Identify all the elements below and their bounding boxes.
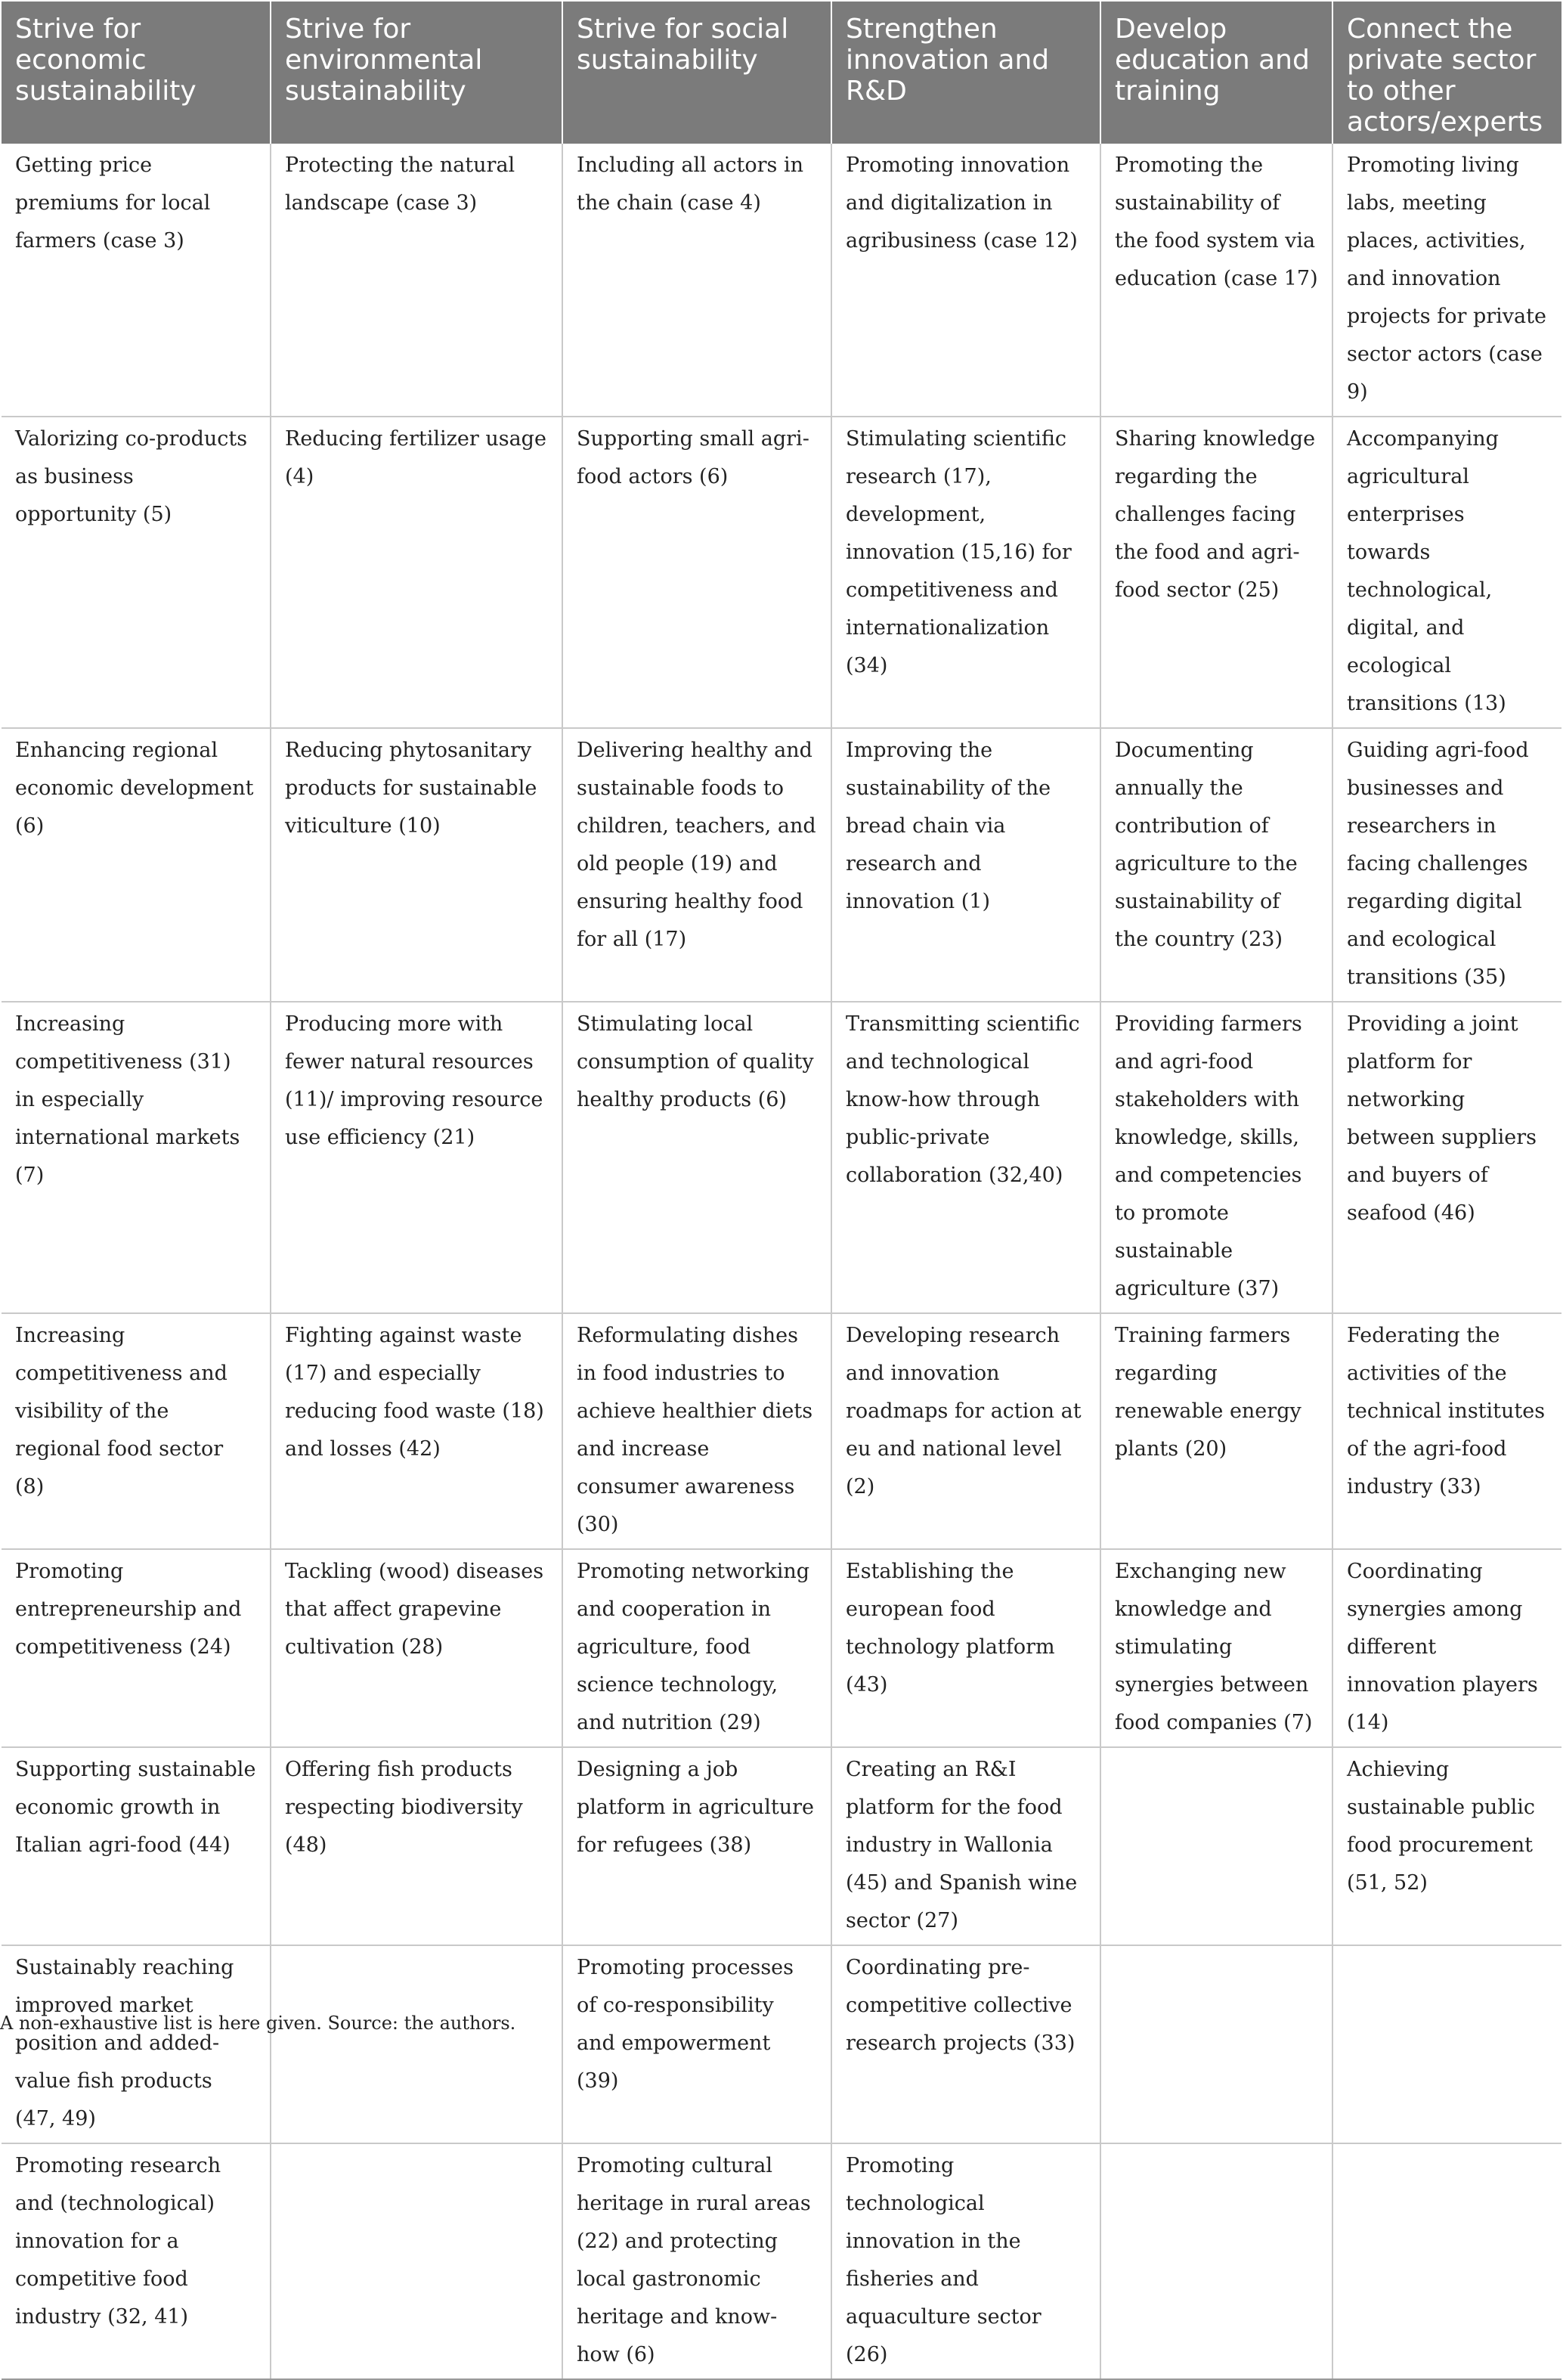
table-row	[2, 728, 1561, 1002]
table-cell: Promoting entrepreneurship and competitiveness (24)	[2, 1549, 271, 1747]
table-cell: Providing farmers and agri-food stakeholders with knowledge, skills, and competencies to promote sustainable agriculture (37)	[1100, 1002, 1332, 1313]
table-cell: Providing a joint platform for networking between suppliers and buyers of seafood (46)	[1332, 1002, 1561, 1313]
header-row	[2, 2, 1561, 144]
table-cell: Transmitting scientific and technological know-how through public-private collaboration (32,40)	[831, 1002, 1100, 1313]
table-cell: Coordinating synergies among different innovation players (14)	[1332, 1549, 1561, 1747]
table-row	[2, 1313, 1561, 1549]
table-cell: Promoting living labs, meeting places, activities, and innovation projects for private sector actors (case 9)	[1332, 144, 1561, 417]
table-cell: Reducing phytosanitary products for sustainable viticulture (10)	[271, 728, 562, 1002]
table-cell: Coordinating pre-competitive collective research projects (33)	[831, 1945, 1100, 2143]
table-cell: Stimulating scientific research (17), development, innovation (15,16) for competitiveness and internationalization (34)	[831, 417, 1100, 728]
header-cell: Strive for economic sustainability	[2, 2, 271, 144]
table-cell: Exchanging new knowledge and stimulating synergies between food companies (7)	[1100, 1549, 1332, 1747]
table-cell: Supporting sustainable economic growth in Italian agri-food (44)	[2, 1747, 271, 1945]
table-cell: Promoting cultural heritage in rural areas (22) and protecting local gastronomic heritage and know-how (6)	[562, 2143, 831, 2379]
header-cell: Strive for environmental sustainability	[271, 2, 562, 144]
table-cell: Sharing knowledge regarding the challenges facing the food and agri-food sector (25)	[1100, 417, 1332, 728]
table-row	[2, 2143, 1561, 2379]
table-cell: Fighting against waste (17) and especially reducing food waste (18) and losses (42)	[271, 1313, 562, 1549]
table-cell: Delivering healthy and sustainable foods to children, teachers, and old people (19) and ensuring healthy food for all (17)	[562, 728, 831, 1002]
table-cell: Achieving sustainable public food procurement (51, 52)	[1332, 1747, 1561, 1945]
table-body	[2, 144, 1561, 2379]
table-row	[2, 1945, 1561, 2143]
table-footnote: A non-exhaustive list is here given. Source: the authors.	[0, 2013, 516, 2034]
table-cell: Increasing competitiveness and visibility of the regional food sector (8)	[2, 1313, 271, 1549]
table-cell: Federating the activities of the technical institutes of the agri-food industry (33)	[1332, 1313, 1561, 1549]
table-cell: Tackling (wood) diseases that affect grapevine cultivation (28)	[271, 1549, 562, 1747]
table-cell: Improving the sustainability of the bread chain via research and innovation (1)	[831, 728, 1100, 1002]
table-cell: Establishing the european food technology platform (43)	[831, 1549, 1100, 1747]
table-cell	[1100, 1747, 1332, 1945]
table-cell: Valorizing co-products as business opportunity (5)	[2, 417, 271, 728]
table-cell	[1100, 1945, 1332, 2143]
table-cell: Producing more with fewer natural resources (11)/ improving resource use efficiency (21)	[271, 1002, 562, 1313]
table-cell: Supporting small agri-food actors (6)	[562, 417, 831, 728]
table-cell: Promoting innovation and digitalization in agribusiness (case 12)	[831, 144, 1100, 417]
table-row	[2, 417, 1561, 728]
table-cell: Documenting annually the contribution of agriculture to the sustainability of the country (23)	[1100, 728, 1332, 1002]
header-cell: Connect the private sector to other actors/experts	[1332, 2, 1561, 144]
table-cell: Guiding agri-food businesses and researchers in facing challenges regarding digital and ecological transitions (35)	[1332, 728, 1561, 1002]
table-cell: Offering fish products respecting biodiversity (48)	[271, 1747, 562, 1945]
table-cell: Sustainably reaching improved market position and added-value fish products (47, 49)	[2, 1945, 271, 2143]
table-cell	[1100, 2143, 1332, 2379]
table-cell	[271, 1945, 562, 2143]
table-cell: Promoting networking and cooperation in agriculture, food science technology, and nutrition (29)	[562, 1549, 831, 1747]
table-row	[2, 1549, 1561, 1747]
table-cell: Accompanying agricultural enterprises towards technological, digital, and ecological transitions (13)	[1332, 417, 1561, 728]
header-cell: Develop education and training	[1100, 2, 1332, 144]
table-cell: Training farmers regarding renewable energy plants (20)	[1100, 1313, 1332, 1549]
table-cell: Increasing competitiveness (31) in especially international markets (7)	[2, 1002, 271, 1313]
table-cell: Promoting processes of co-responsibility and empowerment (39)	[562, 1945, 831, 2143]
header-cell: Strengthen innovation and R&D	[831, 2, 1100, 144]
table-cell: Reducing fertilizer usage (4)	[271, 417, 562, 728]
table-cell: Creating an R&I platform for the food industry in Wallonia (45) and Spanish wine sector (27)	[831, 1747, 1100, 1945]
table-cell: Developing research and innovation roadmaps for action at eu and national level (2)	[831, 1313, 1100, 1549]
table-cell: Promoting technological innovation in the fisheries and aquaculture sector (26)	[831, 2143, 1100, 2379]
table-cell: Promoting research and (technological) innovation for a competitive food industry (32, 41)	[2, 2143, 271, 2379]
table-cell	[271, 2143, 562, 2379]
table-cell: Including all actors in the chain (case 4)	[562, 144, 831, 417]
table-cell: Enhancing regional economic development (6)	[2, 728, 271, 1002]
table-row	[2, 144, 1561, 417]
table-cell: Reformulating dishes in food industries to achieve healthier diets and increase consumer awareness (30)	[562, 1313, 831, 1549]
table-cell: Protecting the natural landscape (case 3)	[271, 144, 562, 417]
table-cell	[1332, 2143, 1561, 2379]
table-row	[2, 1002, 1561, 1313]
table-cell	[1332, 1945, 1561, 2143]
table-cell: Designing a job platform in agriculture for refugees (38)	[562, 1747, 831, 1945]
table-cell: Stimulating local consumption of quality healthy products (6)	[562, 1002, 831, 1313]
table-cell: Promoting the sustainability of the food system via education (case 17)	[1100, 144, 1332, 417]
table-row	[2, 1747, 1561, 1945]
header-cell: Strive for social sustainability	[562, 2, 831, 144]
table-cell: Getting price premiums for local farmers (case 3)	[2, 144, 271, 417]
